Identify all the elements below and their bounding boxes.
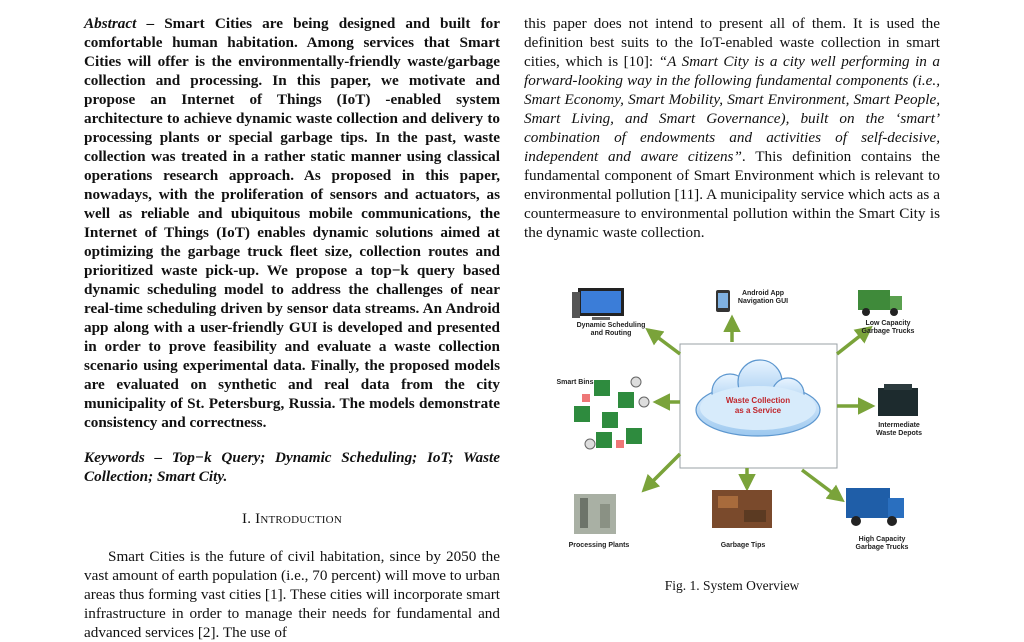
smart-city-quote: “A Smart City is a city well performing in a forward-looking way in the following fundamental components (i.e., Smart Economy, Smart Mobility, Smart Environment, Smart People, Smart Living, and Smart Governance), built on the ‘smart’ combination of endowments and activities of self-decisive, independent and aware citizens” bbox=[524, 53, 940, 165]
cloud-label-line1: Waste Collection bbox=[725, 396, 791, 405]
label-scheduling: Dynamic Scheduling and Routing bbox=[576, 322, 646, 337]
low-capacity-truck-icon bbox=[858, 290, 902, 316]
label-high-trucks: High Capacity Garbage Trucks bbox=[855, 536, 909, 551]
depot-icon bbox=[878, 384, 918, 416]
label-plants: Processing Plants bbox=[568, 542, 630, 549]
computer-icon bbox=[572, 288, 624, 320]
section-title: Introduction bbox=[255, 511, 342, 527]
processing-plant-icon bbox=[574, 494, 616, 534]
garbage-tip-icon bbox=[712, 490, 772, 528]
system-overview-figure bbox=[552, 284, 932, 568]
label-depots: Intermediate Waste Depots bbox=[875, 422, 923, 437]
high-capacity-truck-icon bbox=[846, 488, 904, 526]
abstract-label: Abstract bbox=[84, 15, 137, 32]
intro-paragraph: Smart Cities is the future of civil habitation, since by 2050 the vast amount of earth population (i.e., 70 percent) will move to urban areas thus forming vast cities [1]. These cities will incorporate smart infrastructure in order to manage their needs for fundamental and advanced services [2]. The use of bbox=[84, 548, 500, 641]
cloud-label bbox=[708, 396, 808, 416]
keywords: Keywords – Top−k Query; Dynamic Scheduling; IoT; Waste Collection; Smart City. bbox=[84, 449, 500, 485]
label-tips: Garbage Tips bbox=[720, 542, 766, 549]
left-column bbox=[84, 14, 500, 642]
smart-bins-icon bbox=[574, 377, 649, 449]
para-end: . This definition contains the fundamental component of Smart Environment which is relevant to environmental pollution [11]. A municipality service which acts as a countermeasure to environmental pollution within the Smart City is the dynamic waste collection. bbox=[524, 148, 940, 241]
abstract-body: Smart Cities are being designed and built for comfortable human habitation. Among services that Smart Cities will offer is the environmentally-friendly waste/garbage collection and processing. In this paper, we motivate and propose an Internet of Things (IoT) -enabled system architecture to achieve dynamic waste collection and delivery to processing plants or special garbage tips. In the past, waste collection was treated in a rather static manner using classical operations research approach. As proposed in this paper, nowadays, with the proliferation of sensors and actuators, as well as reliable and ubiquitous mobile communications, the Internet of Things (IoT) enables dynamic solutions aimed at optimizing the garbage truck fleet size, collection routes and prioritized waste pick-up. We propose a top−k query based dynamic scheduling model to address the challenges of near real-time scheduling driven by sensor data streams. An Android app along with a user-friendly GUI is developed and presented in order to prove feasibility and evaluate a waste collection scenario using experimental data. Finally, the proposed models are evaluated on synthetic and real data from the city municipality of St. Petersburg, Russia. The models demonstrate consistency and correctness. bbox=[84, 15, 500, 431]
right-column bbox=[524, 14, 940, 242]
abstract-dash: – bbox=[136, 15, 165, 32]
section-heading bbox=[84, 510, 500, 529]
para-start: this paper does not intend to present all of them. It is used the definition best suits to the IoT-enabled waste collection in smart cities, which is [10]: bbox=[524, 15, 940, 70]
label-smart-bins: Smart Bins bbox=[556, 379, 594, 386]
abstract bbox=[84, 14, 500, 432]
figure-caption: Fig. 1. System Overview bbox=[664, 578, 800, 593]
label-android: Android App Navigation GUI bbox=[737, 290, 789, 305]
section-number: I. bbox=[242, 511, 256, 527]
cloud-label-line2: as a Service bbox=[734, 406, 782, 415]
label-low-trucks: Low Capacity Garbage Trucks bbox=[861, 320, 915, 335]
